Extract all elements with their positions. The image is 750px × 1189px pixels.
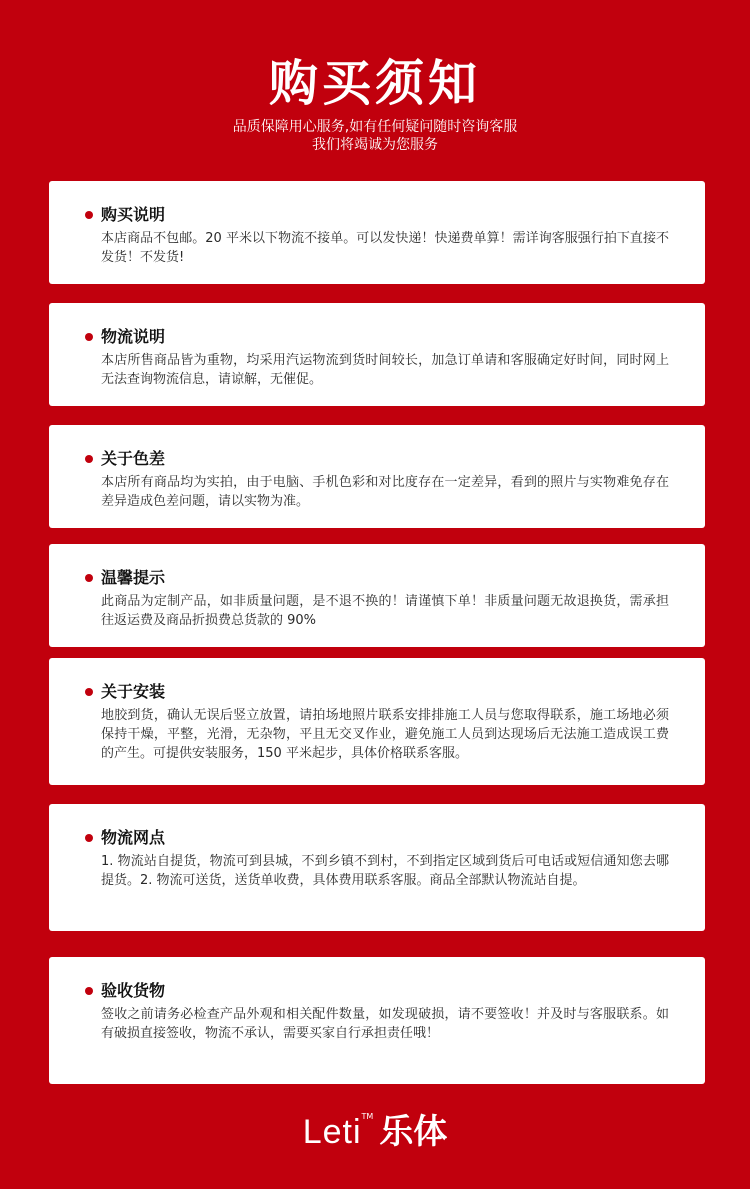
card-title-text: 关于安装 <box>101 682 166 701</box>
bullet-dot <box>85 688 93 696</box>
notice-card-reminder <box>49 544 705 647</box>
card-title-color-difference <box>85 449 669 469</box>
card-body-reminder: 此商品为定制产品，如非质量问题，是不退不换的！请谨慎下单！非质量问题无故退换货，需承担往返运费及商品折损费总货款的 90% <box>101 594 669 628</box>
notice-card-inspection <box>49 957 705 1084</box>
notice-card-logistics <box>49 303 705 406</box>
card-title-reminder <box>85 568 669 588</box>
card-title-text: 物流说明 <box>101 327 166 346</box>
notice-card-installation <box>49 658 705 785</box>
card-title-inspection <box>85 981 669 1001</box>
card-body-installation: 地胶到货，确认无误后竖立放置，请拍场地照片联系安排排施工人员与您取得联系，施工场地必须保持干燥，平整，光滑，无杂物，平且无交叉作业，避免施工人员到达现场后无法施工造成误工费的产生。可提供安装服务，150 平米起步，具体价格联系客服。 <box>101 708 669 761</box>
card-title-text: 关于色差 <box>101 449 166 468</box>
page-title: 购买须知 <box>268 55 481 112</box>
card-title-installation <box>85 682 669 702</box>
bullet-dot <box>85 211 93 219</box>
card-body-purchase: 本店商品不包邮。20 平米以下物流不接单。可以发快递！快递费单算！需详询客服强行拍下直接不发货！不发货! <box>101 231 669 265</box>
bullet-dot <box>85 987 93 995</box>
bullet-dot <box>85 834 93 842</box>
brand-name-en: Leti <box>302 1113 362 1151</box>
card-title-text: 购买说明 <box>101 205 166 224</box>
card-title-text: 验收货物 <box>101 981 166 1000</box>
card-body-inspection: 签收之前请务必检查产品外观和相关配件数量，如发现破损，请不要签收！并及时与客服联系。如有破损直接签收，物流不承认，需要买家自行承担责任哦！ <box>101 1007 669 1041</box>
notice-card-purchase <box>49 181 705 284</box>
page-header <box>0 55 750 154</box>
card-title-purchase <box>85 205 669 225</box>
page-subtitle-line-1: 品质保障用心服务,如有任何疑问随时咨询客服 <box>232 119 518 135</box>
card-title-logistics-points <box>85 828 669 848</box>
bullet-dot <box>85 574 93 582</box>
card-title-logistics <box>85 327 669 347</box>
card-body-color-difference: 本店所有商品均为实拍，由于电脑、手机色彩和对比度存在一定差异，看到的照片与实物难免存在差异造成色差问题，请以实物为准。 <box>101 475 669 509</box>
card-title-text: 温馨提示 <box>101 568 166 587</box>
page-subtitle-line-2: 我们将竭诚为您服务 <box>312 137 438 153</box>
card-body-logistics-points: 1. 物流站自提货，物流可到县城，不到乡镇不到村，不到指定区域到货后可电话或短信通知您去哪提货。2. 物流可送货，送货单收费，具体费用联系客服。商品全部默认物流站自提。 <box>101 854 669 888</box>
brand-trademark: TM <box>361 1112 374 1121</box>
brand-name-cn: 乐体 <box>379 1112 448 1152</box>
bullet-dot <box>85 333 93 341</box>
brand-logo <box>0 1112 750 1152</box>
bullet-dot <box>85 455 93 463</box>
card-title-text: 物流网点 <box>101 828 166 847</box>
notice-card-color-difference <box>49 425 705 528</box>
notice-card-logistics-points <box>49 804 705 931</box>
card-body-logistics: 本店所售商品皆为重物，均采用汽运物流到货时间较长，加急订单请和客服确定好时间，同时网上无法查询物流信息，请谅解，无催促。 <box>101 353 669 387</box>
